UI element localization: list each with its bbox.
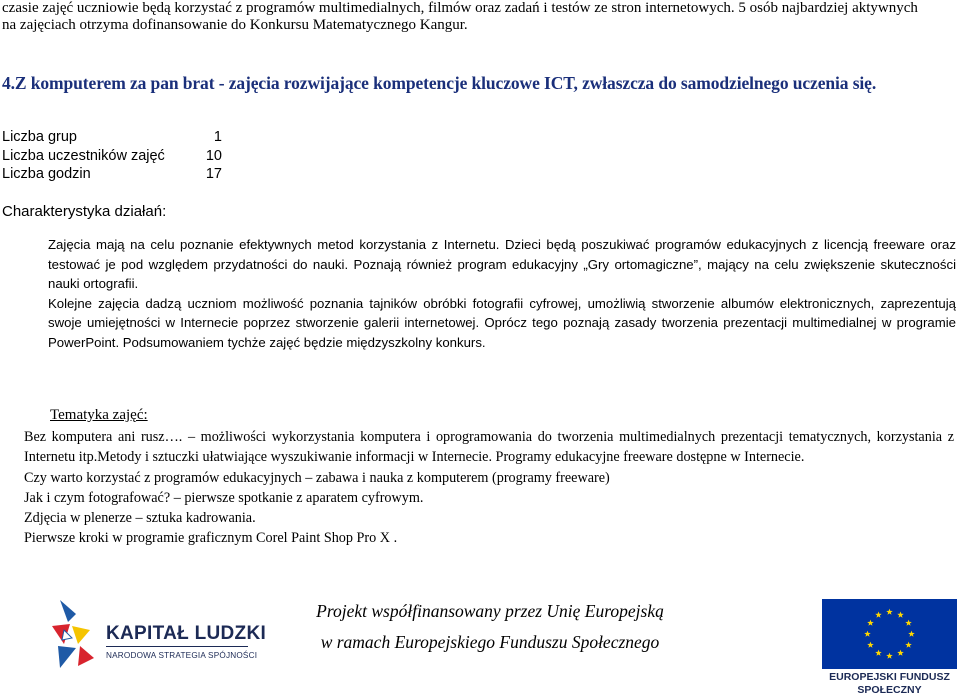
kapital-ludzki-divider (106, 646, 248, 647)
kapital-ludzki-star-icon (50, 600, 96, 675)
description-paragraph: Kolejne zajęcia dadzą uczniom możliwość poznania tajników obróbki fotografii cyfrowej, umożliwią stworzenie albumów elektronicznych, zaprezentują swoje umiejętności w Internecie poprzez stworzenie galerii internetowej. Oprócz tego poznają zasady tworzenia prezentacji multimedialnej w programie PowerPoint. Podsumowaniem tychże zajęć będzie międzyszkolny konkurs. (48, 295, 956, 350)
stats-value: 17 (205, 166, 222, 182)
eu-fund-logo (822, 599, 957, 697)
funding-line-2: w ramach Europejskiego Funduszu Społecznego (320, 632, 660, 652)
topic-item: Zdjęcia w plenerze – sztuka kadrowania. (24, 510, 256, 527)
intro-line-2: na zajęciach otrzyma dofinansowanie do Konkursu Matematycznego Kangur. (2, 17, 468, 33)
topics-heading: Tematyka zajęć: (50, 407, 148, 423)
stats-label: Liczba uczestników zajęć (2, 147, 165, 164)
stats-label: Liczba godzin (2, 166, 91, 182)
kapital-ludzki-logo (50, 600, 267, 675)
stats-value: 1 (213, 129, 222, 145)
section-heading: 4.Z komputerem za pan brat - zajęcia rozwijające kompetencje kluczowe ICT, zwłaszcza do samodzielnego uczenia się. (2, 73, 877, 93)
topic-item: Jak i czym fotografować? – pierwsze spotkanie z aparatem cyfrowym. (24, 489, 424, 506)
kapital-ludzki-title: KAPITAŁ LUDZKI (106, 623, 267, 644)
topic-item: Bez komputera ani rusz…. – możliwości wykorzystania komputera i oprogramowania do tworzenia multimedialnych prezentacji tematycznych, korzystania z Internetu itp.Metody i sztuczki ułatwiające wyszukiwanie informacji w Internecie. Programy edukacyjne freeware dostępne w Internecie. (24, 429, 954, 466)
description (48, 235, 956, 352)
eu-fund-line-2: SPOŁECZNY (857, 684, 922, 696)
funding-note (300, 596, 680, 658)
eu-fund-line-1: EUROPEJSKI FUNDUSZ (829, 671, 950, 683)
funding-line-1: Projekt współfinansowany przez Unię Europejską (316, 601, 664, 621)
topic-item: Pierwsze kroki w programie graficznym Corel Paint Shop Pro X . (24, 530, 398, 547)
topic-item: Czy warto korzystać z programów edukacyjnych – zabawa i nauka z komputerem (programy freeware) (24, 469, 610, 486)
characteristics-label: Charakterystyka działań: (2, 203, 167, 220)
topics-list (24, 427, 954, 549)
kapital-ludzki-subtitle: NARODOWA STRATEGIA SPÓJNOŚCI (106, 651, 258, 660)
stats-value: 10 (205, 147, 222, 164)
description-paragraph: Zajęcia mają na celu poznanie efektywnych metod korzystania z Internetu. Dzieci będą poszukiwać programów edukacyjnych z licencją freeware oraz testować je pod względem przydatności do nauki. Poznają również program edukacyjny „Gry ortomagiczne”, mający na celu zwiększenie skuteczności nauki ortografii. (48, 237, 956, 291)
stats-label: Liczba grup (2, 129, 77, 145)
intro-line-1: czasie zajęć uczniowie będą korzystać z programów multimedialnych, filmów oraz zadań i testów ze stron internetowych. 5 osób najbardziej aktywnych (2, 0, 918, 16)
intro-paragraph (2, 0, 918, 34)
eu-flag-icon (822, 599, 957, 669)
